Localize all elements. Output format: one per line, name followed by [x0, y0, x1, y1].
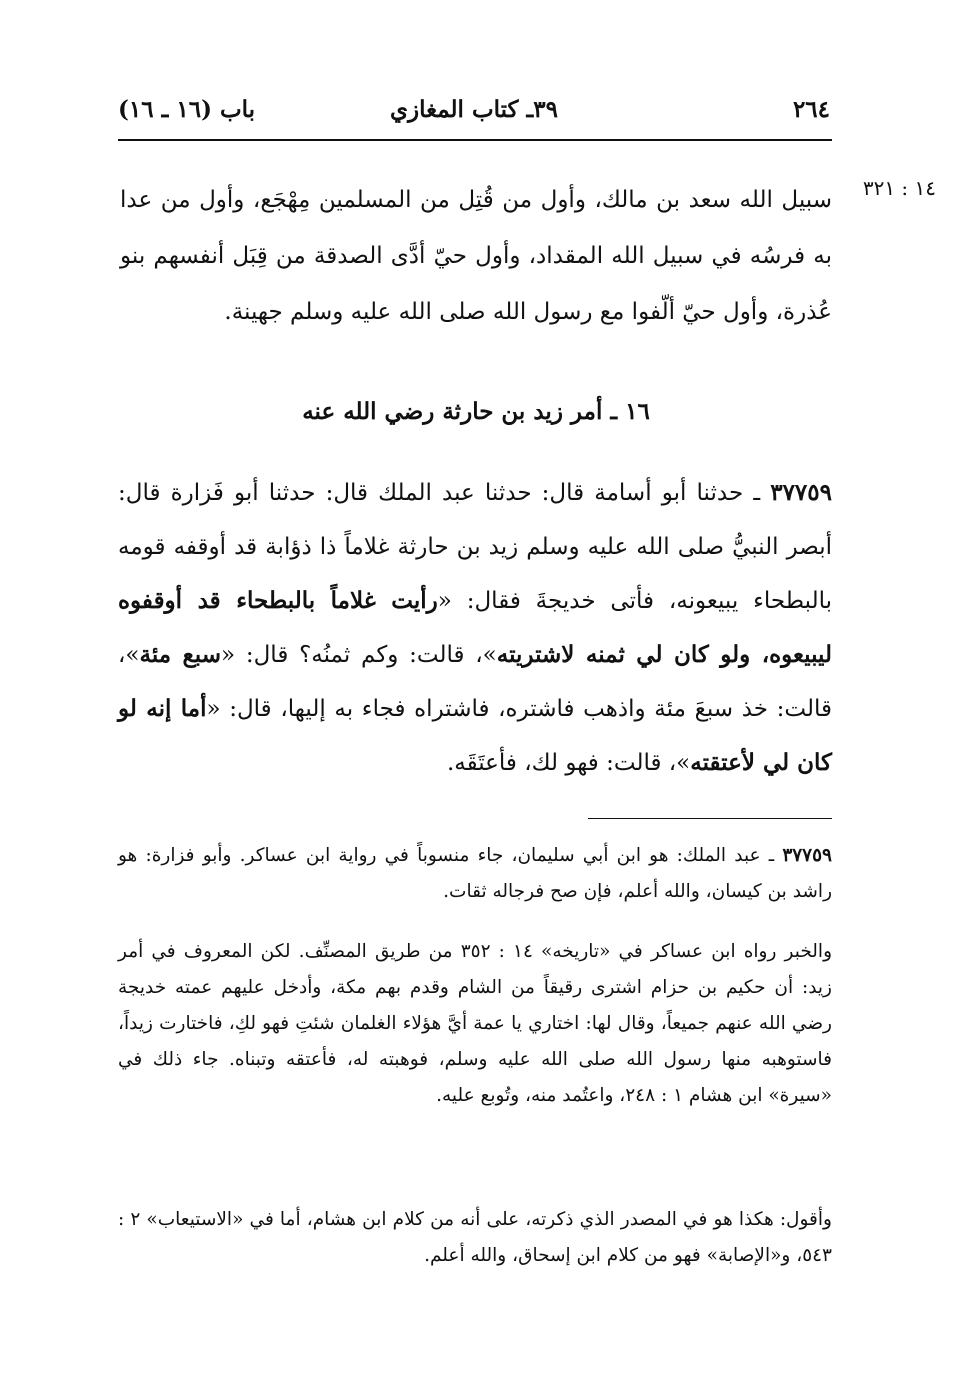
footnote-text: ـ عبد الملك: هو ابن أبي سليمان، جاء منسوباً في رواية ابن عساكر. وأبو فزارة: هو راشد بن كيسان، والله أعلم، فإن صح فرجاله ثقات. — [118, 845, 832, 902]
hadith-text: ـ حدثنا أبو أسامة قال: حدثنا عبد الملك قال: حدثنا أبو فَزارة قال: أبصر النبيُّ صلى الله عليه وسلم زيد بن حارثة غلاماً ذا ذؤابة قد أوقفه قومه بالبطحاء يبيعونه، فأتى خديجةَ فقال: « — [118, 480, 832, 614]
footnote-divider — [588, 818, 832, 819]
page-header — [118, 96, 830, 132]
header-divider — [118, 139, 832, 141]
main-paragraph: سبيل الله سعد بن مالك، وأول من قُتِل من المسلمين مِهْجَع، وأول من عدا به فرسُه في سبيل الله المقداد، وأول حيّ أدَّى الصدقة من قِبَل أنفسهم بنو عُذرة، وأول حيّ ألّفوا مع رسول الله صلى الله عليه وسلم جهينة. — [120, 187, 832, 325]
hadith-quote: أما إنه لو كان لي لأعتقته — [118, 695, 832, 776]
footnote-3: وأقول: هكذا هو في المصدر الذي ذكرته، على أنه من كلام ابن هشام، أما في «الاستيعاب» ٢ : ٥٤٣، و«الإصابة» فهو من كلام ابن إسحاق، والله أعلم. — [118, 1209, 832, 1266]
footnote-number: ٣٧٧٥٩ — [782, 845, 832, 866]
hadith-text: »، قالت: وكم ثمنُه؟ قال: « — [221, 642, 497, 668]
section-heading: ١٦ ـ أمر زيد بن حارثة رضي الله عنه — [302, 398, 650, 425]
hadith-quote: رأيت غلاماً بالبطحاء قد أوقفوه ليبيعوه، ولو كان لي ثمنه لاشتريته — [118, 587, 832, 668]
hadith-paragraph — [118, 466, 832, 790]
chapter-range: باب (١٦ ـ ١٦) — [118, 96, 256, 123]
hadith-quote: سبع مئة — [139, 641, 222, 668]
margin-reference: ١٤ : ٣٢١ — [862, 176, 936, 200]
hadith-text: »، قالت: خذ سبعَ مئة واذهب فاشتره، فاشتراه فجاء به إليها، قال: « — [118, 642, 832, 722]
book-title: ٣٩ـ كتاب المغازي — [390, 96, 558, 123]
page-number: ٢٦٤ — [792, 96, 830, 123]
footnote-2: والخبر رواه ابن عساكر في «تاريخه» ١٤ : ٣٥٢ من طريق المصنِّف. لكن المعروف في أمر زيد: أن حكيم بن حزام اشترى رقيقاً من الشام وقدم بهم مكة، وأدخل عليهم عمته خديجة رضي الله عنهم جميعاً، وقال لها: اختاري يا عمة أيَّ هؤلاء الغلمان شئتِ فهو لكِ، فاختارت زيداً، فاستوهبه منها رسول الله صلى الله عليه وسلم، فوهبته له، فأعتقه وتبناه. جاء ذلك في «سيرة» ابن هشام ١ : ٢٤٨، واعتُمد منه، وتُوبع عليه. — [118, 941, 832, 1106]
hadith-number: ٣٧٧٥٩ — [770, 479, 832, 506]
footnote-1 — [118, 838, 832, 910]
hadith-text: »، قالت: فهو لك، فأعتَقَه. — [446, 750, 691, 776]
